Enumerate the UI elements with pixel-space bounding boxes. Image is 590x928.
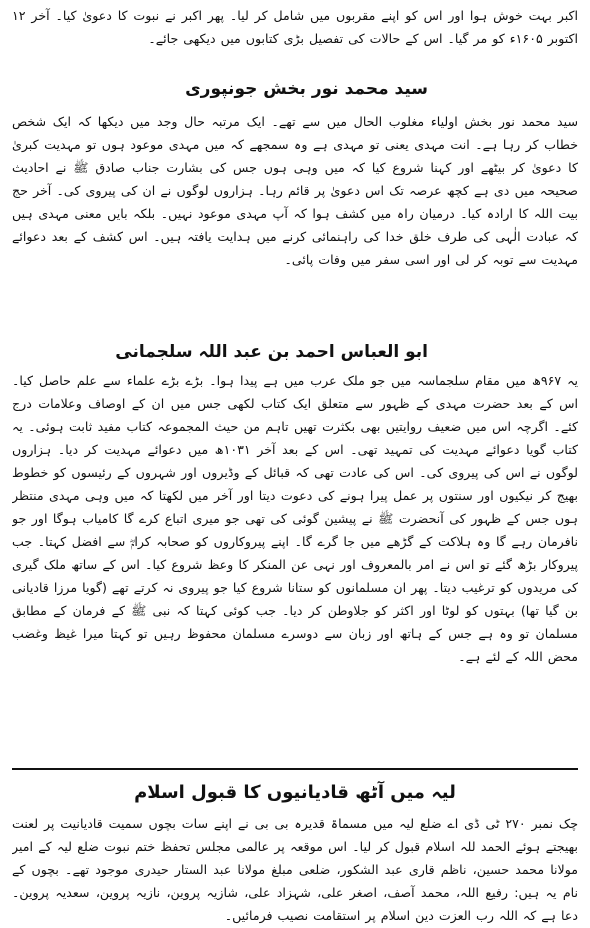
section3-paragraph: چک نمبر ۲۷۰ ٹی ڈی اے ضلع لیہ میں مسماۃ قدیرہ بی بی نے اپنے سات بچوں سمیت قادیانیت پر لعنت بھیجتے ہوئے الحمد للہ اسلام قبول کر لیا۔ اس موقعہ پر عالمی مجلس تحفظ ختم نبوت ضلع لیہ کے امیر مولانا محمد حسین، ناظم قاری عبد الشکور، ضلعی مبلغ مولانا عبد الستار حیدری موجود تھے۔ بچوں کے نام یہ ہیں: رفیع اللہ، محمد آصف، اصغر علی، شہزاد علی، شازیہ پروین، نازیہ پروین، سعدیہ پروین۔ دعا ہے کہ اللہ رب العزت دین اسلام پر استقامت نصیب فرمائیں۔ (12, 816, 578, 923)
section-divider (12, 768, 578, 770)
section1-heading-wrap (12, 66, 578, 110)
section2-paragraph: یہ ۹۶۷ھ میں مقام سلجماسہ میں جو ملک عرب میں ہے پیدا ہوا۔ بڑے بڑے علماء سے علم حاصل کیا۔ اس کے بعد حضرت مہدی کے ظہور سے متعلق ایک کتاب لکھی جس میں ان کے اوصاف وعلامات درج کئے۔ اگرچہ اس میں ضعیف روایتیں بھی بکثرت تھیں تاہم من حیث المجموعہ کتاب مفید ثابت ہوئی۔ یہ کتاب گویا دعوائے مہدیت کی تمہید تھی۔ اس کے بعد آخر ۱۰۳۱ھ میں دعوائے مہدیت کر دیا۔ ہزاروں لوگوں نے اس کی پیروی کی۔ اس کی عادت تھی کہ قبائل کے وڈیروں اور شہروں کے رئیسوں کو خطوط بھیج کر نیکیوں اور سنتوں پر عمل پیرا ہونے کی دعوت دیتا اور آخر میں لکھتا کہ میں وہی مہدی منتظر ہوں جس کے ظہور کی آنحضرت ﷺ نے پیشین گوئی کی تھی جو میری اتباع کرے گا کامیاب ہوگا اور جو نافرمان رہے گا وہ ہلاکت کے گڑھے میں جا گرے گا۔ اپنے پیروکاروں کو صحابہ کرامؓ سے افضل کہتا۔ جب پیروکار بڑھ گئے تو اس نے امر بالمعروف اور نہی عن المنکر کا وعظ شروع کیا۔ اس کے ساتھ ملک گیری کی مریدوں کو ترغیب دیتا۔ پھر ان مسلمانوں کو ستانا شروع کیا جو پیروی نہ کرتے تھے (گویا مرزا قادیانی بن گیا تھا) بہتوں کو لوٹا اور اکثر کو جلاوطن کر دیا۔ جب کوئی کہتا کہ نبی ﷺ کے فرمان کے مطابق مسلمان تو وہ ہے جس کے ہاتھ اور زبان سے دوسرے مسلمان محفوظ رہیں تو کہتا میرا غیظ وغضب محض اللہ کے لئے ہے۔ (12, 373, 578, 664)
section2-heading: ابو العباس احمد بن عبد اللہ سلجمانی (115, 342, 428, 362)
section1-heading: سید محمد نور بخش جونپوری (185, 79, 428, 99)
section3-heading-wrap (12, 774, 578, 812)
section3-heading: لیہ میں آٹھ قادیانیوں کا قبول اسلام (134, 782, 456, 803)
intro-paragraph: اکبر بہت خوش ہوا اور اس کو اپنے مقربوں میں شامل کر لیا۔ پھر اکبر نے نبوت کا دعویٰ کیا۔ آخر ۱۲ اکتوبر ۱۶۰۵ء کو مر گیا۔ اس کے حالات کی تفصیل بڑی کتابوں میں دیکھی جائے۔ (12, 8, 578, 46)
section2-body (12, 369, 578, 762)
intro-section (12, 4, 578, 66)
section2-heading-wrap (12, 331, 578, 369)
section1-paragraph: سید محمد نور بخش اولیاء مغلوب الحال میں سے تھے۔ ایک مرتبہ حال وجد میں دیکھا کہ ایک شخص خطاب کر رہا ہے۔ انت مہدی یعنی تو مہدی ہے وہ سمجھے کہ میں مہدی موعود ہوں تو مہدیت کبریٰ کا دعویٰ کر بیٹھے اور کہنا شروع کیا کہ میں وہی ہوں جس کی بشارت جناب صادق ﷺ نے احادیث صحیحہ میں دی ہے کچھ عرصہ تک اس دعویٰ پر قائم رہا۔ ہزاروں لوگوں نے ان کی پیروی کی۔ آخر حج بیت اللہ کا ارادہ کیا۔ درمیان راہ میں کشف ہوا کہ آپ مہدی موعود نہیں۔ بلکہ بایں معنی مہدی ہیں کہ عبادت الٰہی کی طرف خلق خدا کی راہنمائی کرنے میں ہدایت یافتہ ہیں۔ اس کشف کے بعد دعوائے مہدیت سے توبہ کر لی اور اسی سفر میں وفات پائی۔ (12, 114, 578, 267)
section3-body (12, 812, 578, 928)
section1-body (12, 110, 578, 331)
